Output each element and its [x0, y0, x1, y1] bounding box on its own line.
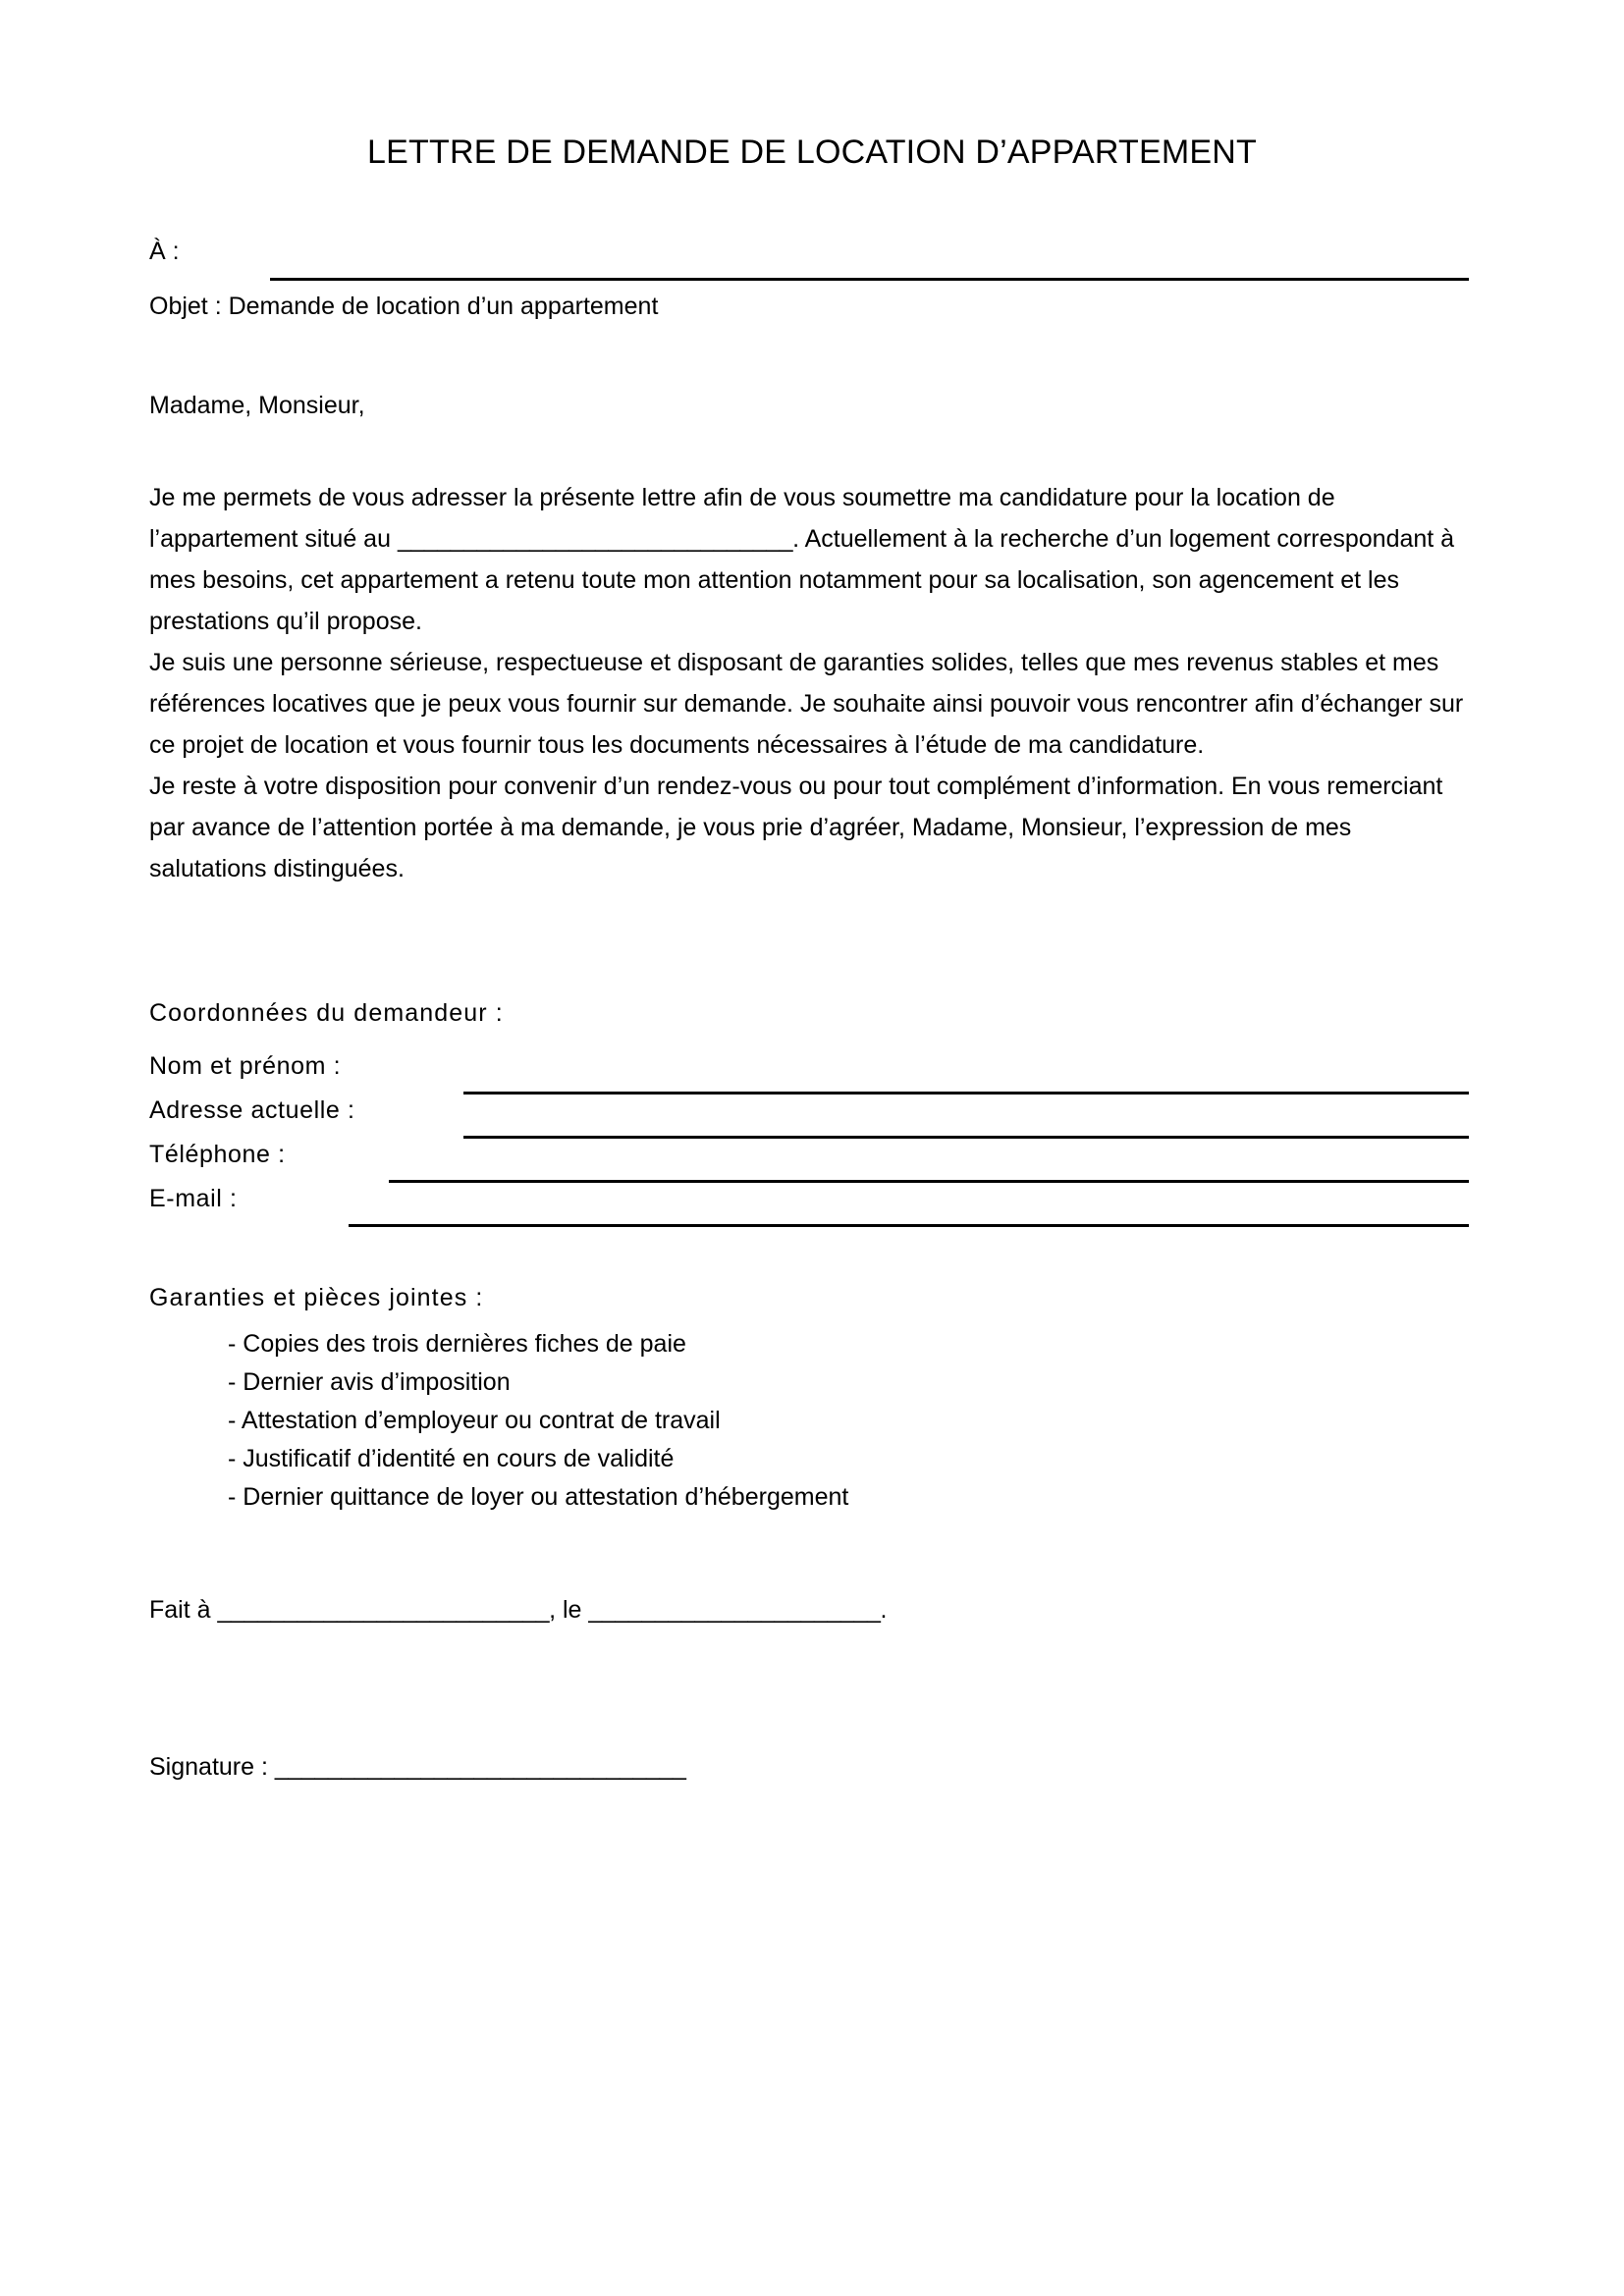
- place-date-line: [149, 1594, 887, 1626]
- signature-line: [149, 1751, 685, 1783]
- body-paragraph-1: [149, 477, 1470, 642]
- field-line-address[interactable]: [463, 1136, 1469, 1139]
- attachments-heading: Garanties et pièces jointes :: [149, 1284, 484, 1311]
- place-date-middle: , le: [549, 1596, 589, 1624]
- address-blank[interactable]: ______________________________: [397, 525, 793, 553]
- place-date-suffix: .: [880, 1596, 888, 1624]
- list-item: - Attestation d’employeur ou contrat de travail: [228, 1407, 721, 1434]
- recipient-line[interactable]: [270, 278, 1469, 281]
- list-item: - Justificatif d’identité en cours de validité: [228, 1445, 675, 1472]
- field-label-address: Adresse actuelle :: [149, 1096, 355, 1124]
- list-item: - Dernier quittance de loyer ou attestation d’hébergement: [228, 1483, 849, 1511]
- body-paragraph-1-part-b: . Actuellement à la recherche d’un logement correspondant à mes besoins, cet appartement a retenu toute mon attention notamment pour sa localisation, son agencement et les prestations qu’il propose.: [149, 525, 1455, 635]
- field-line-name[interactable]: [463, 1092, 1469, 1095]
- subject-line: Objet : Demande de location d’un appartement: [149, 293, 659, 320]
- signature-label: Signature :: [149, 1753, 275, 1781]
- page-title: LETTRE DE DEMANDE DE LOCATION D’APPARTEMENT: [367, 133, 1257, 171]
- place-date-prefix: Fait à: [149, 1596, 218, 1624]
- field-label-email: E-mail :: [149, 1185, 238, 1212]
- body-paragraph-1-part-a: Je me permets de vous adresser la présente lettre afin de vous soumettre ma candidature pour la location de l’appartement situé au: [149, 484, 1335, 553]
- letter-body: [149, 477, 1470, 889]
- applicant-details-heading: Coordonnées du demandeur :: [149, 999, 504, 1027]
- greeting-line: Madame, Monsieur,: [149, 392, 365, 419]
- attachments-list: [228, 1325, 848, 1517]
- body-paragraph-3: Je reste à votre disposition pour convenir d’un rendez-vous ou pour tout complément d’information. En vous remerciant par avance de l’attention portée à ma demande, je vous prie d’agréer, Madame, Monsieur, l’expression de mes salutations distinguées.: [149, 773, 1443, 882]
- field-label-phone: Téléphone :: [149, 1141, 286, 1168]
- field-line-email[interactable]: [349, 1224, 1469, 1227]
- field-line-phone[interactable]: [389, 1180, 1469, 1183]
- recipient-label: À :: [149, 238, 180, 265]
- place-blank[interactable]: _________________________: [217, 1596, 550, 1624]
- signature-blank[interactable]: _______________________________: [274, 1753, 686, 1781]
- list-item: - Copies des trois dernières fiches de paie: [228, 1330, 686, 1358]
- date-blank[interactable]: ______________________: [588, 1596, 881, 1624]
- list-item: - Dernier avis d’imposition: [228, 1368, 511, 1396]
- field-label-name: Nom et prénom :: [149, 1052, 342, 1080]
- body-paragraph-2: Je suis une personne sérieuse, respectueuse et disposant de garanties solides, telles que mes revenus stables et mes références locatives que je peux vous fournir sur demande. Je souhaite ainsi pouvoir vous rencontrer afin d’échanger sur ce projet de location et vous fournir tous les documents nécessaires à l’étude de ma candidature.: [149, 649, 1464, 759]
